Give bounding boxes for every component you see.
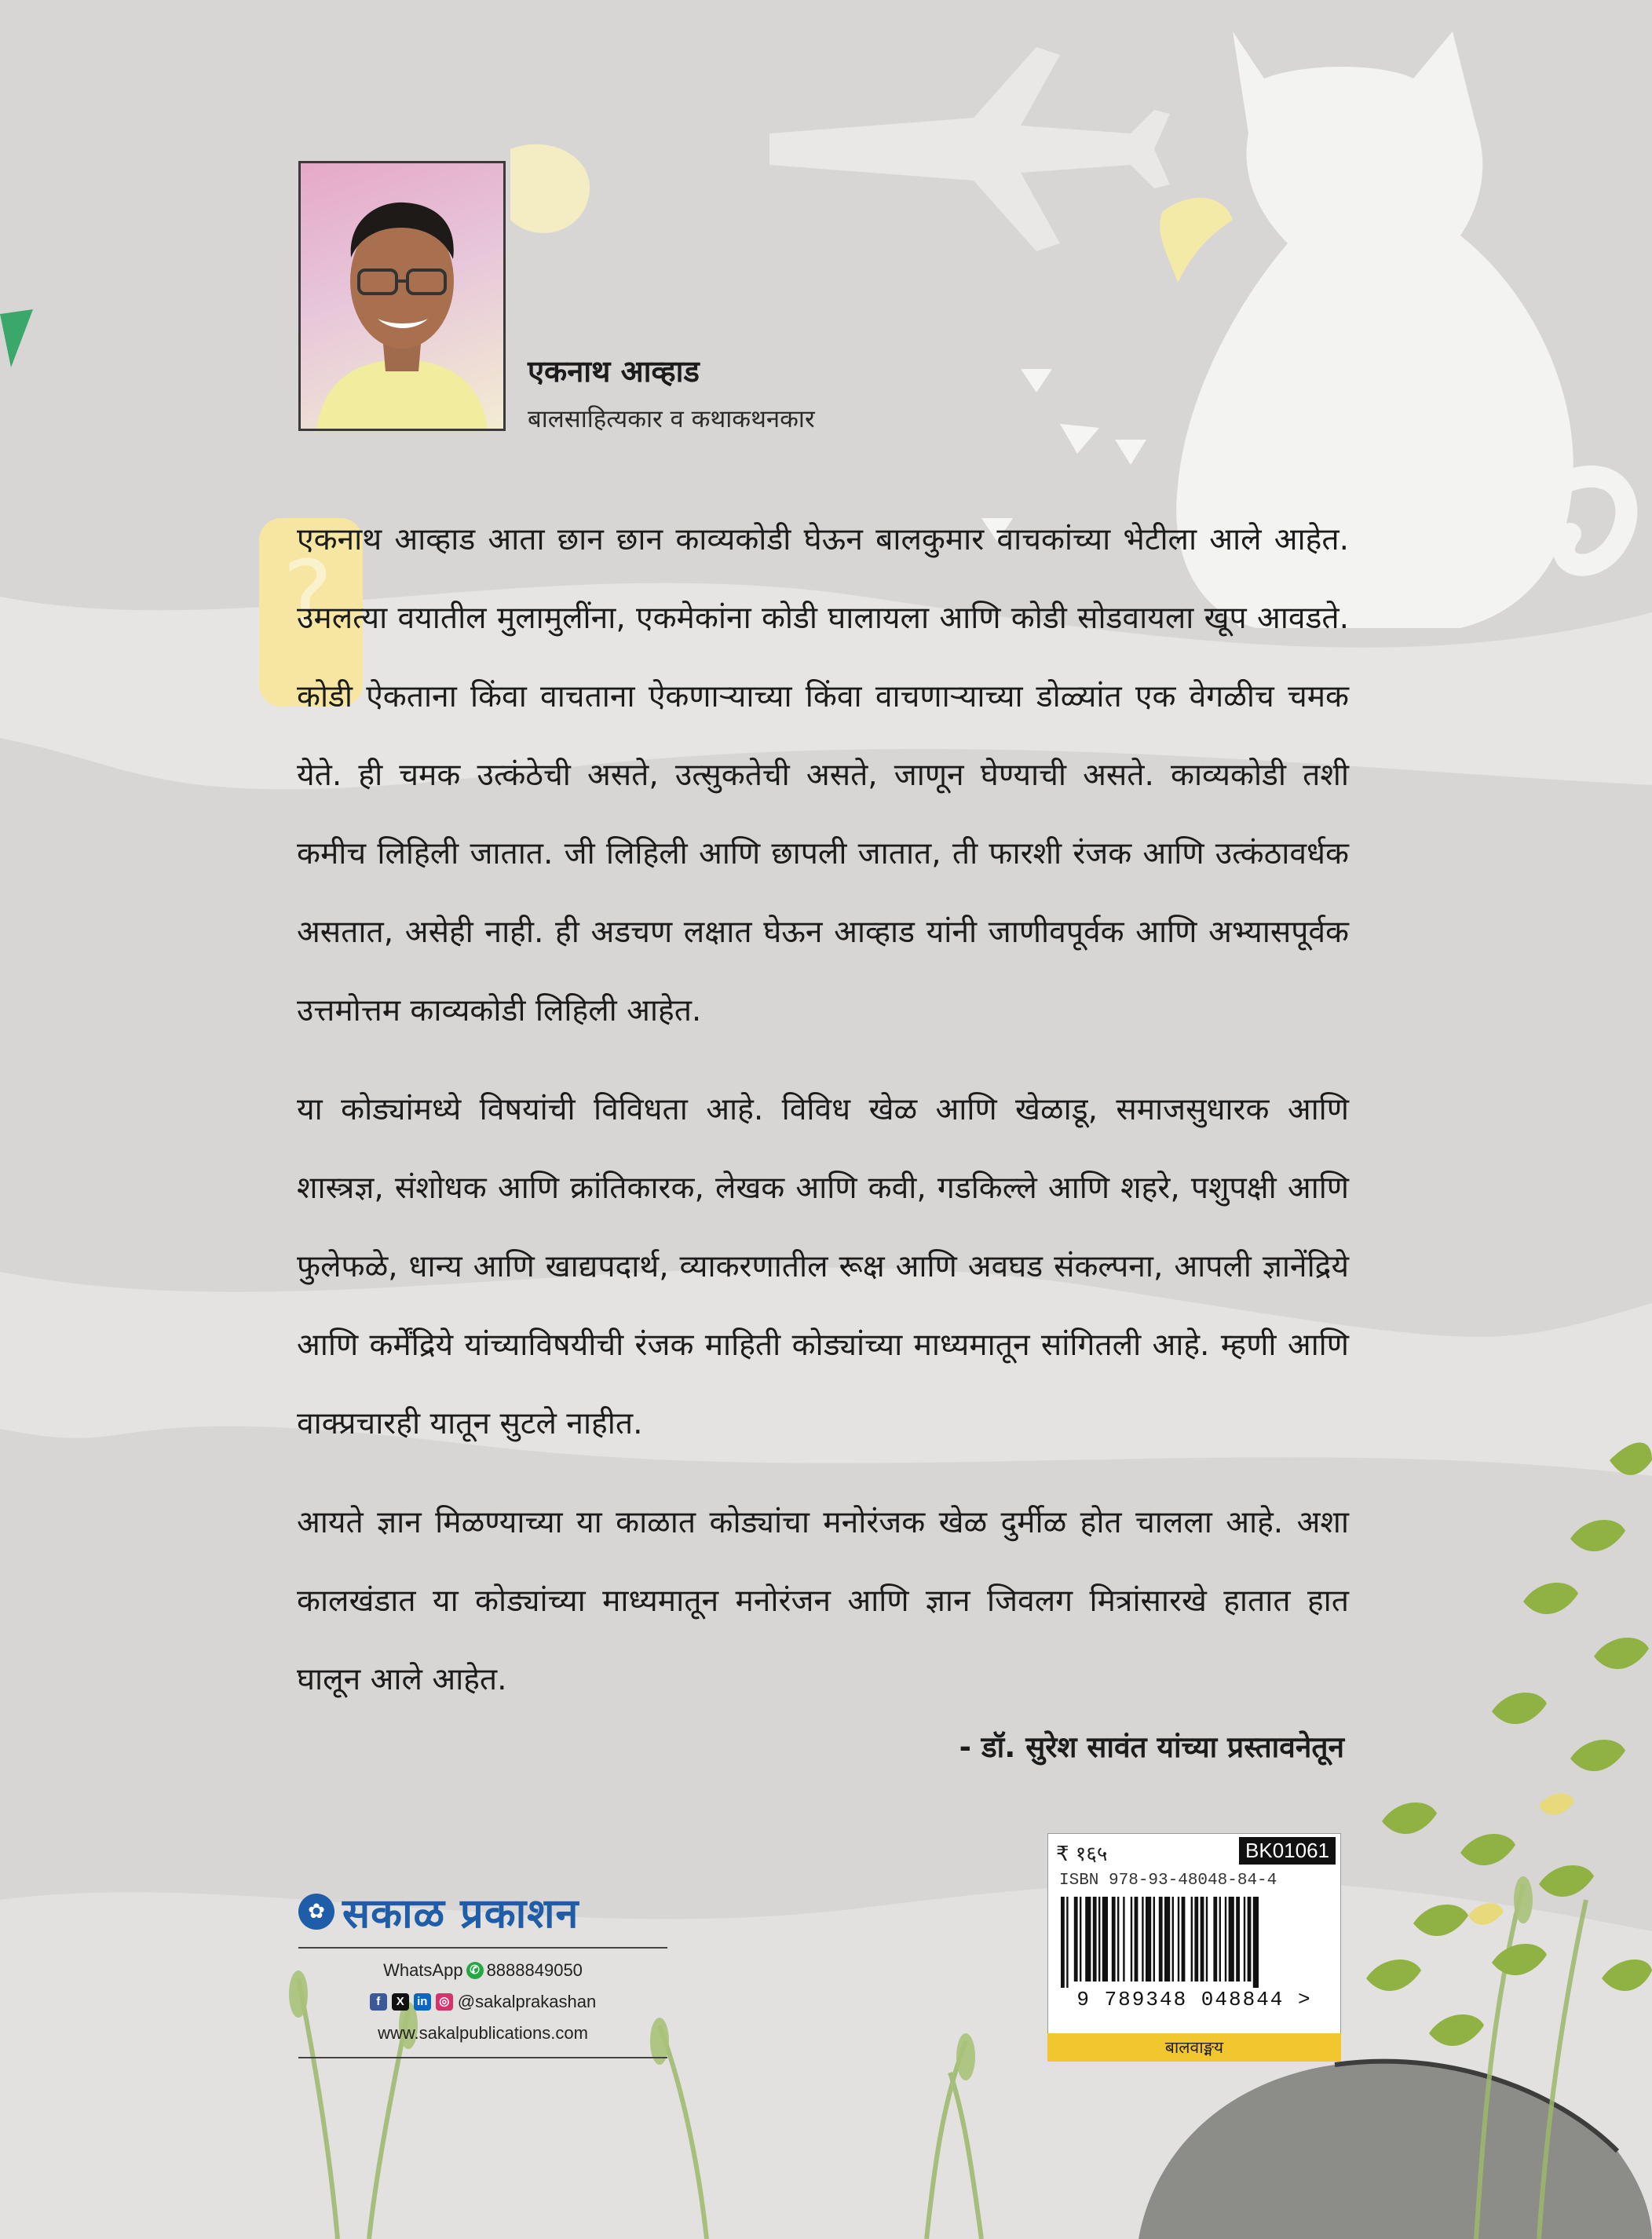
barcode-number: 9 789348 048844 > <box>1076 1988 1312 2011</box>
barcode-bar <box>1061 1897 1065 1988</box>
publisher-logo <box>298 1884 667 1939</box>
barcode-bar <box>1112 1897 1116 1981</box>
attribution: - डॉ. सुरेश सावंत यांच्या प्रस्तावनेतून <box>959 1730 1344 1764</box>
publisher-logo-icon: ✿ <box>298 1894 334 1930</box>
author-portrait-image <box>301 163 503 429</box>
barcode-bar <box>1142 1897 1143 1981</box>
barcode-bar <box>1253 1897 1259 1988</box>
barcode-bar <box>1066 1897 1068 1988</box>
barcode-box <box>1047 1833 1341 2034</box>
publisher-divider-top <box>298 1947 667 1949</box>
barcode-bar <box>1236 1897 1240 1981</box>
author-name: एकनाथ आव्हाड <box>528 354 700 389</box>
barcode-bar <box>1085 1897 1091 1981</box>
barcode-bar <box>1153 1897 1155 1981</box>
blurb-paragraph-3: आयते ज्ञान मिळण्याच्या या काळात कोड्यांचा मनोरंजक खेळ दुर्मीळ होत चालला आहे. अशा कालखंडात या कोड्यांच्या माध्यमातून मनोरंजन आणि ज्ञान जिवलग मित्रांसारखे हातात हात घालून आले आहेत. <box>297 1505 1349 1697</box>
barcode-bar <box>1248 1897 1252 1981</box>
barcode-bar <box>1244 1897 1245 1981</box>
price: ₹ १६५ <box>1056 1843 1108 1866</box>
linkedin-icon[interactable]: in <box>414 1993 431 2011</box>
whatsapp-line <box>298 1955 667 1986</box>
barcode-bar <box>1229 1897 1234 1981</box>
whatsapp-label: WhatsApp <box>383 1960 463 1980</box>
category-tag: बालवाङ्मय <box>1047 2033 1341 2062</box>
book-code: BK01061 <box>1239 1837 1336 1865</box>
barcode-bar <box>1080 1897 1081 1981</box>
barcode-bar <box>1102 1897 1108 1981</box>
barcode-bar <box>1131 1897 1132 1981</box>
barcode-bar <box>1206 1897 1208 1981</box>
barcode-bar <box>1182 1897 1186 1981</box>
author-photo <box>298 161 506 431</box>
barcode-bar <box>1178 1897 1179 1981</box>
website-line <box>298 2018 667 2049</box>
barcode-bar <box>1093 1897 1097 1981</box>
barcode-bar <box>1074 1897 1078 1981</box>
svg-text:?: ? <box>283 542 333 651</box>
barcode-bar <box>1213 1897 1217 1981</box>
instagram-icon[interactable]: ◎ <box>436 1993 453 2011</box>
barcode-bar <box>1146 1897 1151 1981</box>
barcode-bar <box>1191 1897 1193 1981</box>
barcode-bar <box>1201 1897 1204 1981</box>
facebook-icon[interactable]: f <box>370 1993 387 2011</box>
barcode-bar <box>1098 1897 1100 1981</box>
isbn: ISBN 978-93-48048-84-4 <box>1059 1872 1277 1890</box>
whatsapp-number[interactable]: 8888849050 <box>486 1960 583 1980</box>
social-line <box>298 1986 667 2018</box>
barcode-bar <box>1123 1897 1124 1981</box>
x-twitter-icon[interactable]: X <box>392 1993 409 2011</box>
barcode-bar <box>1219 1897 1221 1981</box>
blurb-text <box>297 501 1349 1740</box>
barcode-bar <box>1135 1897 1138 1981</box>
author-role: बालसाहित्यकार व कथाकथनकार <box>528 405 815 433</box>
whatsapp-icon: ✆ <box>466 1962 484 1979</box>
barcode-bar <box>1225 1897 1226 1981</box>
website-link[interactable]: www.sakalpublications.com <box>378 2023 588 2043</box>
barcode-bar <box>1117 1897 1119 1981</box>
publisher-divider-bottom <box>298 2057 667 2058</box>
barcode-bar <box>1164 1897 1170 1981</box>
barcode-bar <box>1194 1897 1198 1981</box>
blurb-paragraph-2: या कोड्यांमध्ये विषयांची विविधता आहे. विविध खेळ आणि खेळाडू, समाजसुधारक आणि शास्त्रज्ञ, संशोधक आणि क्रांतिकारक, लेखक आणि कवी, गडकिल्ले आणि शहरे, पशुपक्षी आणि फुलेफळे, धान्य आणि खाद्यपदार्थ, व्याकरणातील रूक्ष आणि अवघड संकल्पना, आपली ज्ञानेंद्रिये आणि कर्मेंद्रिये यांच्याविषयीची रंजक माहिती कोड्यांच्या माध्यमातून सांगितली आहे. म्हणी आणि वाक्प्रचारही यातून सुटले नाहीत. <box>297 1092 1349 1441</box>
blurb-paragraph-1: एकनाथ आव्हाड आता छान छान काव्यकोडी घेऊन बालकुमार वाचकांच्या भेटीला आले आहेत. उमलत्या वयातील मुलामुलींना, एकमेकांना कोडी घालायला आणि कोडी सोडवायला खूप आवडते. कोडी ऐकताना किंवा वाचताना ऐकणाऱ्याच्या किंवा वाचणाऱ्याच्या डोळ्यांत एक वेगळीच चमक येते. ही चमक उत्कंठेची असते, उत्सुकतेची असते, जाणून घेण्याची असते. काव्यकोडी तशी कमीच लिहिली जातात. जी लिहिली आणि छापली जातात, ती फारशी रंजक आणि उत्कंठावर्धक असतात, असेही नाही. ही अडचण लक्षात घेऊन आव्हाड यांनी जाणीवपूर्वक आणि अभ्यासपूर्वक उत्तमोत्तम काव्यकोडी लिहिली आहेत. <box>297 522 1349 1028</box>
barcode-bar <box>1159 1897 1163 1981</box>
social-handle[interactable]: @sakalprakashan <box>457 1992 597 2011</box>
barcode-bars <box>1058 1897 1331 1988</box>
barcode-bar <box>1172 1897 1174 1981</box>
publisher-block <box>298 1884 667 2065</box>
publisher-logo-text: सकाळ प्रकाशन <box>342 1890 579 1938</box>
